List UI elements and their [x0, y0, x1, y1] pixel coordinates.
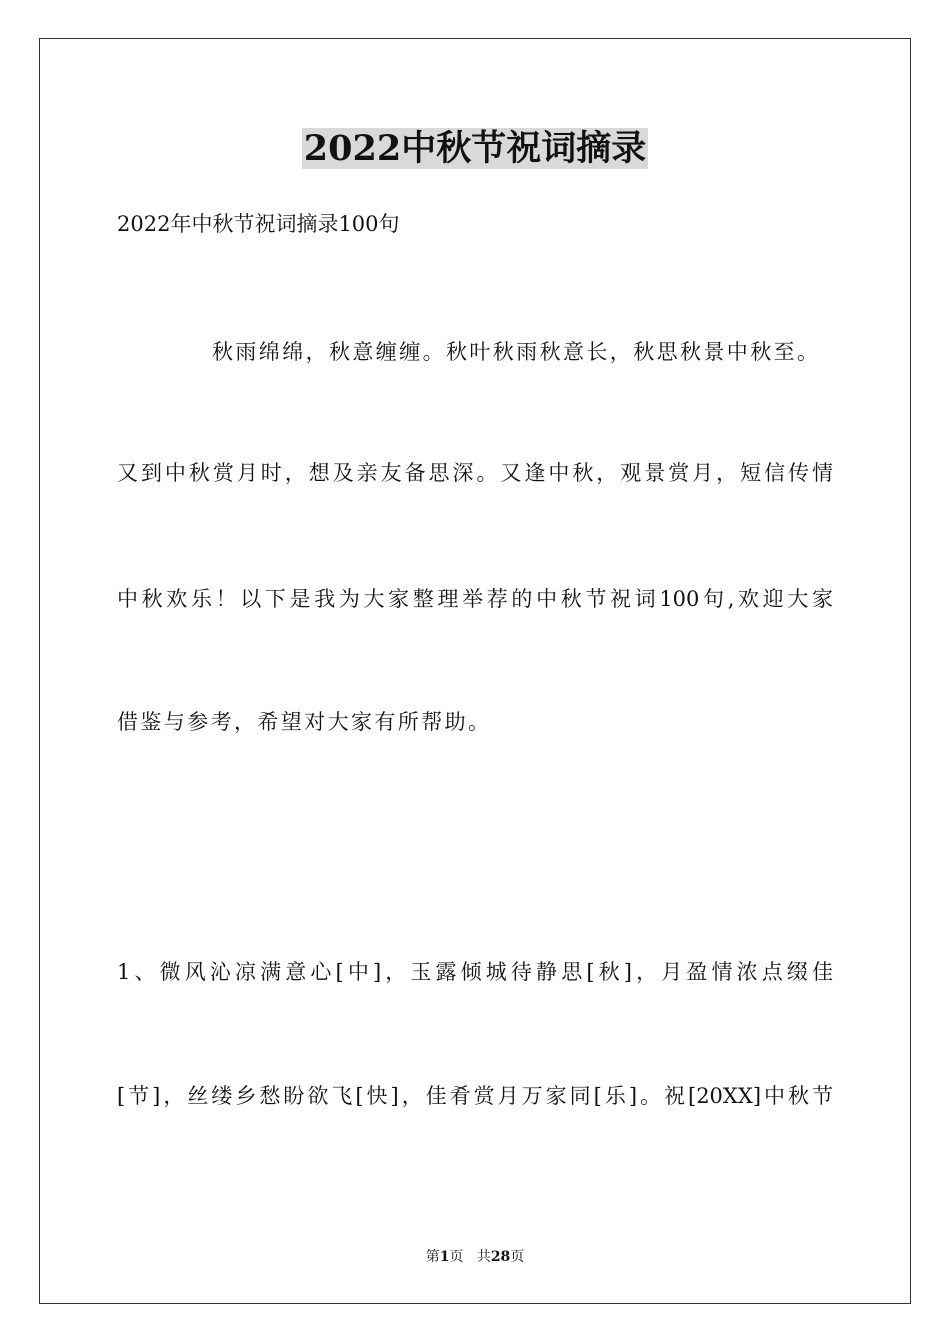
- page-footer: [0, 1247, 950, 1267]
- page-prefix: 第: [425, 1249, 440, 1265]
- paragraph-line: 中秋欢乐！以下是我为大家整理举荐的中秋节祝词100句,欢迎大家: [117, 587, 833, 611]
- paragraph-line: [节]，丝缕乡愁盼欲飞[快]，佳肴赏月万家同[乐]。祝[20XX]中秋节: [117, 1084, 833, 1108]
- document-subtitle: 2022年中秋节祝词摘录100句: [117, 212, 400, 236]
- total-prefix: 共: [476, 1249, 491, 1265]
- title-text: 2022中秋节祝词摘录: [303, 128, 647, 169]
- paragraph-line: 1、微风沁凉满意心[中]，玉露倾城待静思[秋]，月盈情浓点缀佳: [117, 960, 833, 984]
- paragraph-line: 又到中秋赏月时，想及亲友备思深。又逢中秋，观景赏月，短信传情: [117, 461, 833, 485]
- total-suffix: 页: [510, 1249, 525, 1265]
- paragraph-line: 秋雨绵绵，秋意缠缠。秋叶秋雨秋意长，秋思秋景中秋至。: [212, 340, 821, 364]
- document-title: [0, 125, 950, 173]
- paragraph-line: 借鉴与参考，希望对大家有所帮助。: [117, 710, 492, 734]
- page-suffix: 页: [449, 1249, 464, 1265]
- total-pages: 28: [490, 1249, 511, 1265]
- page-number: 1: [439, 1249, 450, 1265]
